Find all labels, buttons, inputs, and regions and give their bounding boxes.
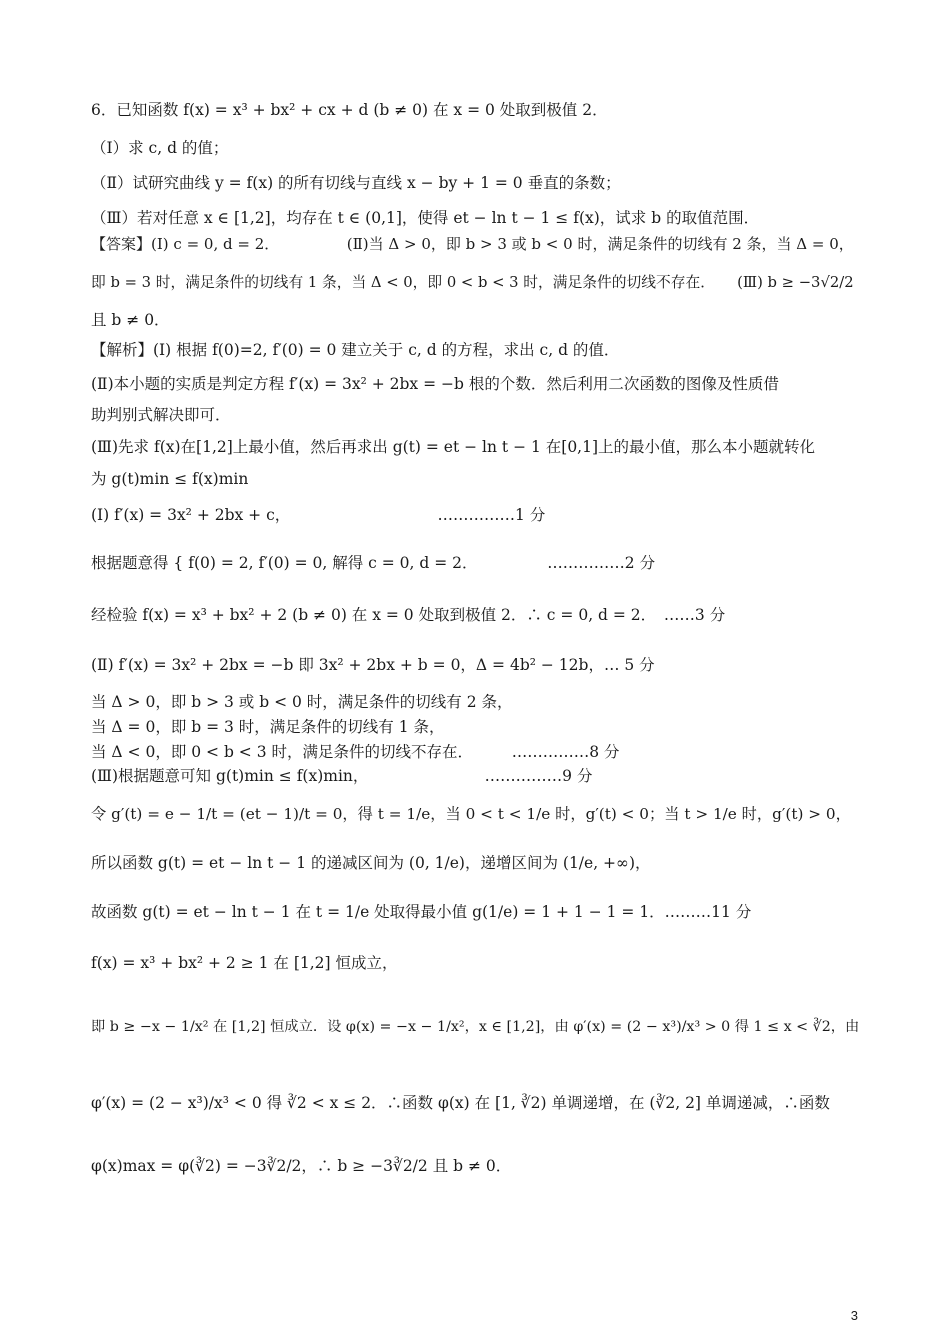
- solution-step-5: 当 Δ > 0，即 b > 3 或 b < 0 时，满足条件的切线有 2 条，: [91, 693, 513, 711]
- solution-step-3: 经检验 f(x) = x³ + bx² + 2 (b ≠ 0) 在 x = 0 处取到极值 2．∴ c = 0, d = 2． ……3 分: [91, 606, 726, 624]
- analysis-line-2: (Ⅱ)本小题的实质是判定方程 f′(x) = 3x² + 2bx = −b 根的个数．然后利用二次函数的图像及性质借: [91, 375, 779, 393]
- question-2: （Ⅱ）试研究曲线 y = f(x) 的所有切线与直线 x − by + 1 = 0 垂直的条数；: [91, 174, 621, 192]
- solution-step-12: f(x) = x³ + bx² + 2 ≥ 1 在 [1,2] 恒成立，: [91, 954, 398, 972]
- solution-step-8: (Ⅲ)根据题意可知 g(t)min ≤ f(x)min， ……………9 分: [91, 767, 593, 785]
- solution-step-15: φ(x)max = φ(∛2) = −3∛2/2，∴ b ≥ −3∛2/2 且 b ≠ 0．: [91, 1157, 512, 1175]
- analysis-line-5: 为 g(t)min ≤ f(x)min: [91, 470, 249, 488]
- solution-step-7: 当 Δ < 0，即 0 < b < 3 时，满足条件的切线不存在． ……………8 分: [91, 743, 620, 761]
- answer-line-2: 即 b = 3 时，满足条件的切线有 1 条，当 Δ < 0，即 0 < b < 3 时，满足条件的切线不存在． (Ⅲ) b ≥ −3√2/2: [91, 274, 854, 291]
- solution-step-1: (Ⅰ) f′(x) = 3x² + 2bx + c， ……………1 分: [91, 506, 546, 524]
- page-number: 3: [850, 1308, 858, 1323]
- question-1: （Ⅰ）求 c, d 的值；: [91, 139, 229, 157]
- problem-stem: 6．已知函数 f(x) = x³ + bx² + cx + d (b ≠ 0) 在 x = 0 处取到极值 2．: [91, 101, 608, 119]
- solution-step-11: 故函数 g(t) = et − ln t − 1 在 t = 1/e 处取得最小值 g(1/e) = 1 + 1 − 1 = 1．………11 分: [91, 903, 752, 921]
- solution-step-13: 即 b ≥ −x − 1/x² 在 [1,2] 恒成立．设 φ(x) = −x − 1/x²，x ∈ [1,2]，由 φ′(x) = (2 − x³)/x³ > 0 得 1 ≤ x < ∛2，由: [91, 1019, 860, 1035]
- solution-step-2: 根据题意得 { f(0) = 2, f′(0) = 0, 解得 c = 0, d = 2． ……………2 分: [91, 554, 656, 572]
- answer-line-1: 【答案】(Ⅰ) c = 0, d = 2． (Ⅱ)当 Δ > 0，即 b > 3 或 b < 0 时，满足条件的切线有 2 条，当 Δ = 0，: [91, 235, 854, 253]
- solution-step-10: 所以函数 g(t) = et − ln t − 1 的递减区间为 (0, 1/e)，递增区间为 (1/e, +∞)，: [91, 854, 651, 872]
- analysis-line-4: (Ⅲ)先求 f(x)在[1,2]上最小值，然后再求出 g(t) = et − ln t − 1 在[0,1]上的最小值，那么本小题就转化: [91, 438, 816, 456]
- solution-step-14: φ′(x) = (2 − x³)/x³ < 0 得 ∛2 < x ≤ 2．∴函数 φ(x) 在 [1, ∛2) 单调递增，在 (∛2, 2] 单调递减，∴函数: [91, 1094, 830, 1112]
- solution-step-9: 令 g′(t) = e − 1/t = (et − 1)/t = 0，得 t = 1/e，当 0 < t < 1/e 时，g′(t) < 0；当 t > 1/e 时，g′(t) > 0，: [91, 805, 851, 823]
- question-3: （Ⅲ）若对任意 x ∈ [1,2]，均存在 t ∈ (0,1]，使得 et − ln t − 1 ≤ f(x)，试求 b 的取值范围．: [91, 209, 760, 227]
- solution-step-4: (Ⅱ) f′(x) = 3x² + 2bx = −b 即 3x² + 2bx + b = 0，Δ = 4b² − 12b，… 5 分: [91, 656, 655, 674]
- analysis-line-3: 助判别式解决即可．: [91, 406, 231, 424]
- answer-line-3: 且 b ≠ 0．: [91, 311, 170, 329]
- analysis-line-1: 【解析】(Ⅰ) 根据 f(0)=2, f′(0) = 0 建立关于 c, d 的方程，求出 c, d 的值．: [91, 341, 620, 359]
- solution-step-6: 当 Δ = 0，即 b = 3 时，满足条件的切线有 1 条，: [91, 718, 445, 736]
